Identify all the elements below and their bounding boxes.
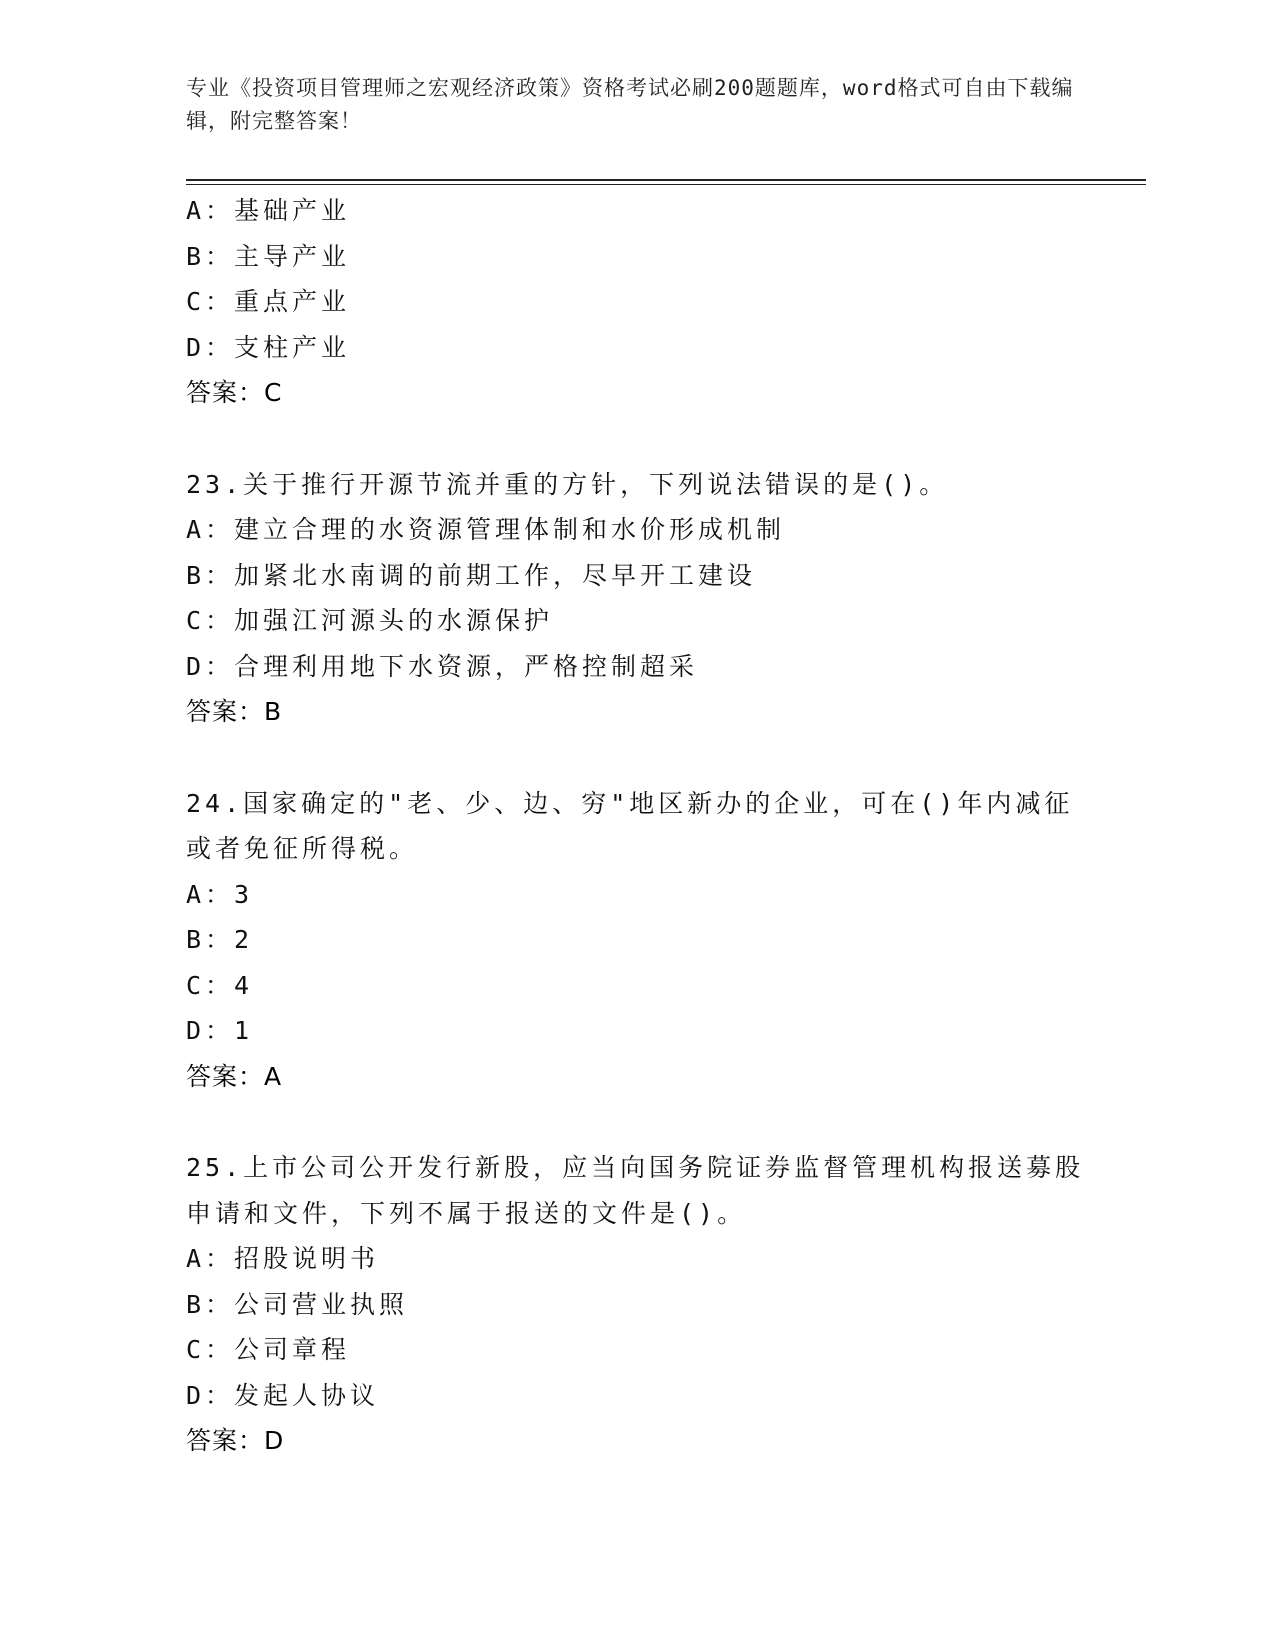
- answer-label: 答案：D: [186, 1426, 285, 1455]
- question-block: [186, 1145, 1086, 1464]
- option-c: C：公司章程: [186, 1335, 351, 1364]
- option-c: C：重点产业: [186, 287, 351, 316]
- option-b: B：主导产业: [186, 241, 351, 271]
- option-d: D：发起人协议: [186, 1380, 380, 1410]
- header-divider: [186, 179, 1146, 181]
- option-b: B：加紧北水南调的前期工作，尽早开工建设: [186, 560, 757, 590]
- option-a: A：建立合理的水资源管理体制和水价形成机制: [186, 515, 786, 544]
- question-stem: 24.国家确定的"老、少、边、穷"地区新办的企业，可在()年内减征或者免征所得税。: [186, 788, 1074, 863]
- question-stem: 23.关于推行开源节流并重的方针，下列说法错误的是()。: [186, 469, 949, 499]
- option-a: A：招股说明书: [186, 1244, 380, 1273]
- option-a: A：基础产业: [186, 196, 351, 225]
- header-divider-secondary: [186, 184, 1146, 185]
- question-stem: 25.上市公司公开发行新股，应当向国务院证券监督管理机构报送募股申请和文件，下列不属于报送的文件是()。: [186, 1153, 1085, 1228]
- option-c: C：4: [186, 970, 254, 1000]
- option-a: A：3: [186, 879, 254, 909]
- question-block: [186, 781, 1086, 1100]
- answer-label: 答案：B: [186, 697, 283, 726]
- option-d: D：合理利用地下水资源，严格控制超采: [186, 651, 699, 681]
- option-d: D：支柱产业: [186, 332, 351, 362]
- question-block: [186, 462, 1086, 735]
- document-header: 专业《投资项目管理师之宏观经济政策》资格考试必刷200题题库，word格式可自由下载编辑，附完整答案！: [186, 76, 1074, 133]
- option-b: B：2: [186, 925, 254, 954]
- answer-label: 答案：A: [186, 1061, 283, 1091]
- option-c: C：加强江河源头的水源保护: [186, 606, 554, 635]
- question-list: [186, 188, 1086, 1464]
- question-block: [186, 188, 1086, 416]
- answer-label: 答案：C: [186, 378, 283, 407]
- option-b: B：公司营业执照: [186, 1289, 409, 1319]
- option-d: D：1: [186, 1016, 254, 1045]
